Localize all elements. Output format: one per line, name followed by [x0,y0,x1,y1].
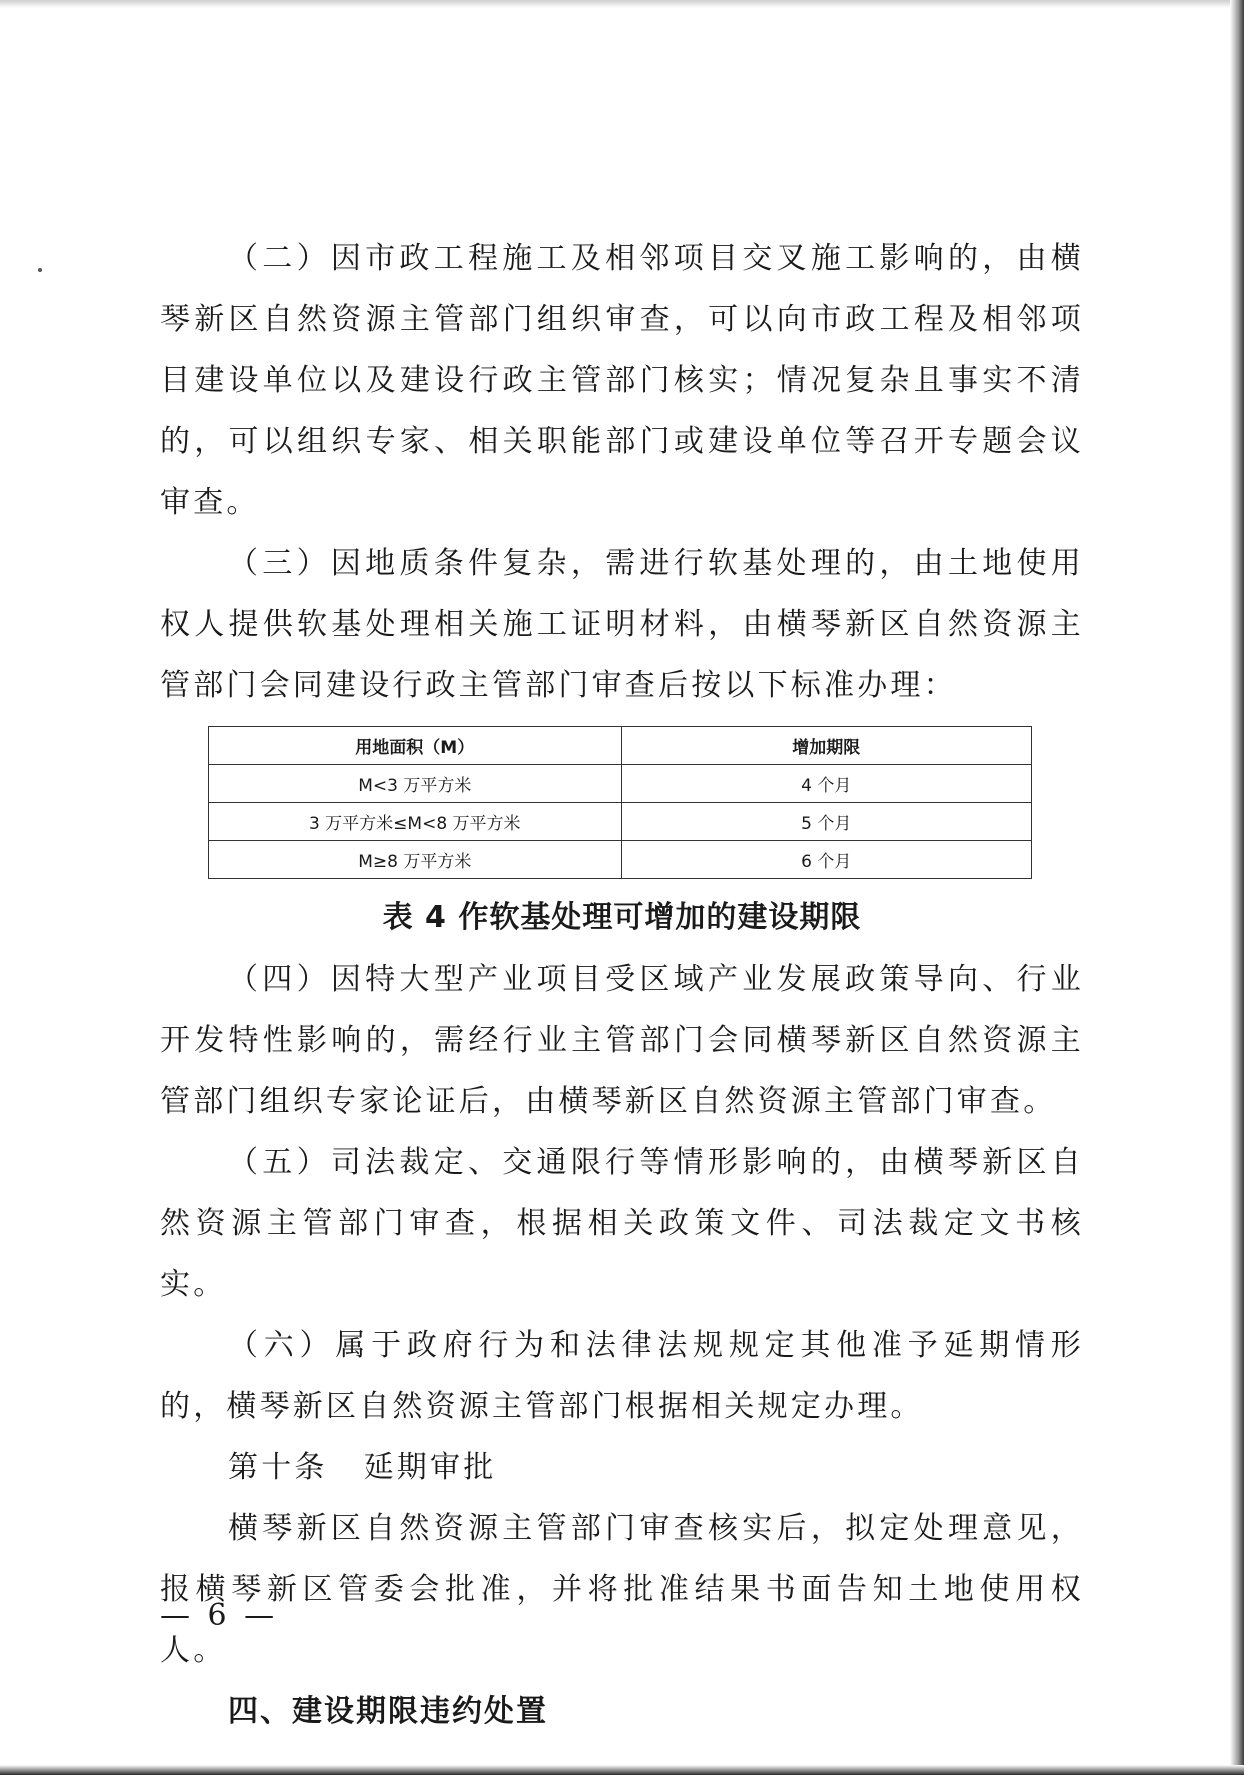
table-header-row [209,727,1032,765]
table-row [209,841,1032,879]
paragraph-item-4: （四）因特大型产业项目受区域产业发展政策导向、行业开发特性影响的，需经行业主管部门会同横琴新区自然资源主管部门组织专家论证后，由横琴新区自然资源主管部门审查。 [160,962,1084,1119]
page-number: — 6 — [160,1598,279,1633]
scan-speck [38,268,42,272]
article-heading [160,1437,1084,1498]
section-heading: 四、建设期限违约处置 [228,1694,548,1729]
scan-edge-top [0,0,1244,8]
table-row [209,803,1032,841]
table-cell-area: 3 万平方米≤M<8 万平方米 [209,803,622,841]
scan-edge-right [1230,0,1244,1775]
table-cell-period: 5 个月 [621,803,1031,841]
table-caption: 表 4 作软基处理可增加的建设期限 [382,900,862,935]
extension-period-table [208,726,1032,879]
table-cell-area: M≥8 万平方米 [209,841,622,879]
table-row [209,765,1032,803]
article-body: 横琴新区自然资源主管部门审查核实后，拟定处理意见，报横琴新区管委会批准，并将批准结果书面告知土地使用权人。 [160,1511,1084,1668]
document-body [160,228,1084,1742]
paragraph-item-5: （五）司法裁定、交通限行等情形影响的，由横琴新区自然资源主管部门审查，根据相关政策文件、司法裁定文书核实。 [160,1145,1084,1302]
paragraph-item-6: （六）属于政府行为和法律法规规定其他准予延期情形的，横琴新区自然资源主管部门根据相关规定办理。 [160,1328,1084,1424]
scan-edge-bottom [0,1765,1244,1775]
table-header-period: 增加期限 [621,727,1031,765]
table-cell-period: 6 个月 [621,841,1031,879]
paragraph-item-3: （三）因地质条件复杂，需进行软基处理的，由土地使用权人提供软基处理相关施工证明材料，由横琴新区自然资源主管部门会同建设行政主管部门审查后按以下标准办理： [160,546,1084,703]
table-cell-period: 4 个月 [621,765,1031,803]
article-title: 延期审批 [363,1450,497,1485]
article-number: 第十条 [228,1450,328,1485]
table-header-area: 用地面积（M） [209,727,622,765]
paragraph-item-2: （二）因市政工程施工及相邻项目交叉施工影响的，由横琴新区自然资源主管部门组织审查，可以向市政工程及相邻项目建设单位以及建设行政主管部门核实；情况复杂且事实不清的，可以组织专家、相关职能部门或建设单位等召开专题会议审查。 [160,241,1084,520]
table-cell-area: M<3 万平方米 [209,765,622,803]
